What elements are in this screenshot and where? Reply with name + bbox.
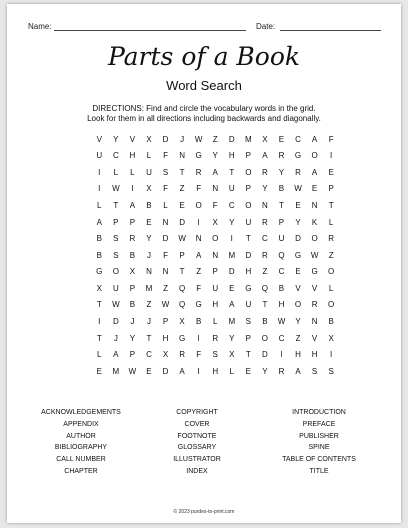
grid-letter[interactable]: X [162, 350, 169, 360]
grid-letter[interactable]: T [146, 333, 152, 343]
grid-letter[interactable]: U [96, 151, 103, 161]
grid-letter[interactable]: I [98, 316, 101, 326]
worksheet-title: Parts of a Book [107, 42, 301, 71]
grid-letter[interactable]: S [162, 167, 169, 177]
grid-letter[interactable]: N [179, 151, 185, 161]
grid-letter[interactable]: R [328, 234, 335, 244]
grid-letter[interactable]: A [179, 366, 185, 376]
grid-letter[interactable]: X [146, 184, 152, 194]
grid-letter[interactable]: J [180, 134, 185, 144]
grid-letter[interactable]: W [128, 366, 137, 376]
grid-letter[interactable]: C [112, 151, 119, 161]
word-list-item: INDEX [186, 467, 208, 475]
grid-letter[interactable]: R [278, 366, 285, 376]
copyright-footer: © 2023 purdes-to-print.com [173, 509, 235, 515]
directions-line-1: DIRECTIONS: Find and circle the vocabulary words in the grid. [92, 104, 316, 113]
grid-letter[interactable]: F [163, 184, 168, 194]
name-label: Name: [28, 22, 52, 31]
grid-letter[interactable]: L [113, 167, 119, 177]
grid-letter[interactable]: E [146, 366, 152, 376]
grid-letter[interactable]: O [311, 151, 318, 161]
grid-letter[interactable]: A [212, 167, 218, 177]
grid-letter[interactable]: S [113, 250, 119, 260]
grid-letter[interactable]: A [96, 217, 102, 227]
word-list-item: SPINE [308, 444, 330, 452]
grid-letter[interactable]: V [311, 283, 318, 293]
grid-letter[interactable]: H [129, 151, 136, 161]
grid-letter[interactable]: E [311, 184, 318, 194]
grid-letter[interactable]: R [195, 167, 202, 177]
grid-letter[interactable]: V [129, 134, 136, 144]
grid-letter[interactable]: P [212, 267, 218, 277]
grid-letter[interactable]: D [162, 366, 169, 376]
grid-letter[interactable]: G [294, 151, 302, 161]
grid-letter[interactable]: U [228, 184, 235, 194]
grid-letter[interactable]: T [96, 300, 102, 310]
grid-letter[interactable]: T [328, 201, 334, 211]
grid-letter[interactable]: G [294, 250, 302, 260]
grid-letter[interactable]: N [195, 234, 202, 244]
grid-letter[interactable]: X [146, 134, 152, 144]
grid-letter[interactable]: O [294, 300, 302, 310]
grid-letter[interactable]: C [278, 333, 285, 343]
grid-letter[interactable]: X [129, 267, 136, 277]
grid-letter[interactable]: C [146, 350, 152, 360]
grid-letter[interactable]: X [328, 333, 334, 343]
grid-letter[interactable]: U [245, 300, 252, 310]
grid-letter[interactable]: F [212, 201, 218, 211]
grid-letter[interactable]: A [311, 134, 318, 144]
word-list-item: ILLUSTRATOR [173, 456, 221, 464]
grid-letter[interactable]: E [179, 201, 185, 211]
grid-letter[interactable]: L [328, 283, 334, 293]
grid-letter[interactable]: N [212, 184, 219, 194]
grid-letter[interactable]: I [131, 184, 134, 194]
grid-letter[interactable]: O [195, 201, 202, 211]
grid-letter[interactable]: Z [262, 267, 268, 277]
grid-letter[interactable]: B [146, 201, 152, 211]
grid-letter[interactable]: V [311, 333, 318, 343]
grid-letter[interactable]: D [162, 234, 169, 244]
grid-letter[interactable]: U [112, 283, 119, 293]
grid-letter[interactable]: O [112, 267, 119, 277]
grid-letter[interactable]: H [228, 151, 235, 161]
grid-letter[interactable]: F [163, 151, 168, 161]
grid-letter[interactable]: N [162, 217, 169, 227]
grid-letter[interactable]: I [197, 366, 200, 376]
grid-letter[interactable]: J [146, 316, 151, 326]
word-list-item: PREFACE [302, 420, 336, 428]
directions [47, 104, 361, 124]
grid-letter[interactable]: H [212, 300, 219, 310]
grid-letter[interactable]: N [311, 201, 318, 211]
grid-letter[interactable]: Y [113, 134, 119, 144]
grid-letter[interactable]: Y [229, 333, 235, 343]
grid-letter[interactable]: P [129, 350, 136, 360]
grid-letter[interactable]: G [178, 333, 186, 343]
grid-letter[interactable]: V [96, 134, 102, 144]
grid-letter[interactable]: R [311, 300, 318, 310]
grid-letter[interactable]: U [245, 217, 252, 227]
grid-letter[interactable]: R [295, 167, 301, 177]
grid-letter[interactable]: R [262, 250, 268, 260]
grid-letter[interactable]: Z [179, 184, 185, 194]
grid-letter[interactable]: M [112, 366, 120, 376]
grid-letter[interactable]: E [278, 134, 285, 144]
grid-letter[interactable]: F [196, 184, 202, 194]
grid-letter[interactable]: Y [262, 184, 268, 194]
word-list [25, 407, 381, 478]
grid-letter[interactable]: P [113, 217, 119, 227]
grid-letter[interactable]: F [196, 283, 202, 293]
grid-letter[interactable]: D [245, 250, 252, 260]
grid-letter[interactable]: X [262, 134, 268, 144]
grid-letter[interactable]: A [229, 300, 235, 310]
word-list-item: ACKNOWLEDGEMENTS [41, 409, 121, 416]
grid-letter[interactable]: S [328, 366, 334, 376]
grid-letter[interactable]: G [311, 267, 318, 277]
date-line [280, 30, 381, 31]
grid-letter[interactable]: E [328, 167, 334, 177]
grid-letter[interactable]: L [212, 316, 218, 326]
grid-letter[interactable]: A [311, 167, 318, 177]
grid-letter[interactable]: B [129, 250, 136, 260]
grid-letter[interactable]: I [197, 217, 200, 227]
grid-letter[interactable]: Y [212, 151, 218, 161]
grid-letter[interactable]: M [228, 316, 236, 326]
grid-letter[interactable]: W [112, 300, 120, 310]
grid-letter[interactable]: I [98, 184, 101, 194]
grid-letter[interactable]: A [113, 350, 119, 360]
grid-letter[interactable]: A [262, 151, 268, 161]
grid-letter[interactable]: Y [295, 316, 301, 326]
grid-letter[interactable]: T [113, 201, 119, 211]
grid-letter[interactable]: Y [129, 333, 136, 343]
grid-letter[interactable]: H [245, 267, 252, 277]
word-list-item: APPENDIX [63, 420, 99, 428]
grid-letter[interactable]: Y [146, 234, 152, 244]
grid-letter[interactable]: N [212, 250, 219, 260]
grid-letter[interactable]: I [230, 234, 233, 244]
grid-letter[interactable]: Z [328, 250, 334, 260]
grid-letter[interactable]: O [261, 333, 269, 343]
grid-letter[interactable]: O [328, 300, 335, 310]
grid-letter[interactable]: R [262, 217, 268, 227]
grid-letter[interactable]: F [163, 250, 168, 260]
grid-letter[interactable]: S [245, 316, 252, 326]
grid-letter[interactable]: Y [278, 167, 285, 177]
grid-letter[interactable]: X [96, 283, 102, 293]
grid-letter[interactable]: A [129, 201, 136, 211]
word-list-item: TABLE OF CONTENTS [282, 456, 356, 464]
grid-letter[interactable]: P [245, 184, 252, 194]
grid-letter[interactable]: J [146, 250, 151, 260]
grid-letter[interactable]: F [196, 350, 202, 360]
directions-line-2: Look for them in all directions including backwards and diagonally. [87, 114, 321, 123]
grid-letter[interactable]: Q [278, 250, 285, 260]
grid-letter[interactable]: S [212, 350, 218, 360]
grid-letter[interactable]: R [179, 350, 185, 360]
word-list-item: TITLE [309, 467, 329, 475]
grid-letter[interactable]: H [311, 350, 318, 360]
grid-letter[interactable]: M [245, 134, 252, 144]
grid-letter[interactable]: G [96, 267, 103, 277]
grid-letter[interactable]: G [195, 300, 202, 310]
word-list-column-2 [137, 407, 257, 478]
grid-letter[interactable]: X [229, 350, 235, 360]
grid-letter[interactable]: T [96, 333, 102, 343]
word-list-item: COPYRIGHT [176, 409, 218, 416]
grid-letter[interactable]: M [228, 250, 236, 260]
grid-letter[interactable]: O [212, 234, 219, 244]
grid-letter[interactable]: E [245, 366, 252, 376]
grid-letter[interactable]: L [229, 366, 234, 376]
grid-letter[interactable]: U [278, 234, 285, 244]
grid-letter[interactable]: F [328, 134, 334, 144]
grid-letter[interactable]: I [280, 350, 283, 360]
grid-letter[interactable]: C [228, 201, 235, 211]
grid-letter[interactable]: O [245, 167, 252, 177]
grid-letter[interactable]: H [162, 333, 169, 343]
grid-letter[interactable]: T [245, 234, 251, 244]
grid-letter[interactable]: B [129, 300, 136, 310]
grid-letter[interactable]: M [145, 283, 153, 293]
grid-letter[interactable]: Y [262, 366, 268, 376]
grid-letter[interactable]: Q [178, 283, 186, 293]
grid-letter[interactable]: N [311, 316, 318, 326]
grid-letter[interactable]: R [278, 151, 285, 161]
grid-letter[interactable]: X [179, 316, 185, 326]
grid-letter[interactable]: R [262, 167, 268, 177]
grid-letter[interactable]: I [330, 350, 333, 360]
grid-letter[interactable]: Z [295, 333, 301, 343]
grid-letter[interactable]: P [179, 250, 185, 260]
grid-letter[interactable]: A [195, 250, 202, 260]
grid-letter[interactable]: D [228, 267, 235, 277]
grid-letter[interactable]: B [328, 316, 334, 326]
word-list-item: CALL NUMBER [56, 456, 106, 464]
grid-letter[interactable]: T [179, 167, 185, 177]
grid-letter[interactable]: H [278, 300, 285, 310]
grid-letter[interactable]: W [178, 234, 186, 244]
grid-letter[interactable]: W [277, 316, 286, 326]
grid-letter[interactable]: J [130, 316, 135, 326]
grid-letter[interactable]: P [129, 217, 136, 227]
grid-letter[interactable]: T [229, 167, 235, 177]
grid-letter[interactable]: E [229, 283, 235, 293]
grid-letter[interactable]: O [245, 201, 252, 211]
grid-letter[interactable]: B [278, 283, 285, 293]
grid-letter[interactable]: U [212, 283, 219, 293]
grid-letter[interactable]: Z [212, 134, 218, 144]
grid-letter[interactable]: H [295, 350, 301, 360]
grid-letter[interactable]: T [279, 201, 284, 211]
grid-letter[interactable]: S [113, 234, 119, 244]
grid-letter[interactable]: O [328, 267, 335, 277]
grid-letter[interactable]: P [245, 151, 252, 161]
grid-letter[interactable]: V [295, 283, 301, 293]
word-list-item: BIBLIOGRAPHY [54, 444, 108, 452]
grid-letter[interactable]: O [311, 234, 318, 244]
grid-letter[interactable]: Z [196, 267, 202, 277]
grid-letter[interactable]: P [129, 283, 136, 293]
grid-letter[interactable]: W [310, 250, 319, 260]
grid-letter[interactable]: P [278, 217, 285, 227]
grid-letter[interactable]: D [179, 217, 185, 227]
grid-letter[interactable]: B [195, 316, 202, 326]
grid-letter[interactable]: R [129, 234, 136, 244]
grid-letter[interactable]: L [163, 201, 168, 211]
grid-letter[interactable]: B [96, 234, 102, 244]
grid-letter[interactable]: W [112, 184, 120, 194]
grid-letter[interactable]: Z [146, 300, 152, 310]
grid-letter[interactable]: B [96, 250, 102, 260]
grid-letter[interactable]: T [245, 350, 251, 360]
grid-letter[interactable]: S [311, 366, 318, 376]
grid-letter[interactable]: I [330, 151, 333, 161]
grid-letter[interactable]: L [97, 201, 102, 211]
word-list-item: AUTHOR [66, 432, 96, 440]
name-line [54, 30, 246, 31]
word-search-grid [91, 131, 339, 379]
grid-letter[interactable]: N [162, 267, 169, 277]
grid-letter[interactable]: E [295, 267, 301, 277]
grid-letter[interactable]: L [97, 350, 102, 360]
date-label: Date: [256, 22, 276, 31]
worksheet-page [7, 4, 401, 523]
grid-letter[interactable]: K [311, 217, 318, 227]
grid-letter[interactable]: N [262, 201, 268, 211]
word-list-item: GLOSSARY [177, 444, 217, 452]
grid-letter[interactable]: G [245, 283, 252, 293]
grid-letter[interactable]: D [295, 234, 301, 244]
grid-letter[interactable]: I [98, 167, 101, 177]
worksheet-subtitle: Word Search [166, 78, 242, 93]
grid-letter[interactable]: D [112, 316, 119, 326]
grid-letter[interactable]: N [146, 267, 152, 277]
grid-letter[interactable]: I [197, 333, 200, 343]
grid-letter[interactable]: E [96, 366, 102, 376]
grid-letter[interactable]: W [294, 184, 302, 194]
word-list-item: CHAPTER [64, 467, 98, 475]
word-list-item: INTRODUCTION [292, 409, 346, 416]
grid-letter[interactable]: J [113, 333, 118, 343]
word-list-column-1 [25, 407, 137, 478]
grid-letter[interactable]: Z [163, 283, 168, 293]
grid-letter[interactable]: L [328, 217, 334, 227]
grid-letter[interactable]: W [194, 134, 203, 144]
grid-letter[interactable]: D [262, 350, 268, 360]
word-list-column-3 [257, 407, 381, 478]
grid-letter[interactable]: Q [261, 283, 269, 293]
grid-letter[interactable]: Y [295, 217, 301, 227]
grid-letter[interactable]: G [195, 151, 202, 161]
grid-letter[interactable]: E [295, 201, 301, 211]
grid-letter[interactable]: Q [178, 300, 186, 310]
grid-letter[interactable]: U [146, 167, 152, 177]
grid-letter[interactable]: L [146, 151, 152, 161]
grid-letter[interactable]: L [130, 167, 135, 177]
grid-letter[interactable]: B [278, 184, 285, 194]
grid-letter[interactable]: A [295, 366, 301, 376]
word-list-item: PUBLISHER [299, 432, 339, 440]
grid-letter[interactable]: T [262, 300, 268, 310]
grid-letter[interactable]: P [162, 316, 169, 326]
grid-letter[interactable]: P [328, 184, 334, 194]
word-list-item: FOOTNOTE [177, 432, 217, 440]
grid-letter[interactable]: C [295, 134, 301, 144]
word-list-item: COVER [184, 420, 210, 428]
grid-letter[interactable]: T [179, 267, 185, 277]
grid-letter[interactable]: E [146, 217, 152, 227]
grid-letter[interactable]: R [212, 333, 219, 343]
grid-letter[interactable]: P [245, 333, 252, 343]
grid-letter[interactable]: B [262, 316, 268, 326]
grid-letter[interactable]: D [228, 134, 235, 144]
grid-letter[interactable]: X [212, 217, 218, 227]
grid-letter[interactable]: Y [229, 217, 235, 227]
grid-letter[interactable]: H [212, 366, 219, 376]
grid-letter[interactable]: W [161, 300, 170, 310]
grid-letter[interactable]: C [278, 267, 285, 277]
grid-letter[interactable]: C [262, 234, 268, 244]
grid-letter[interactable]: D [162, 134, 169, 144]
